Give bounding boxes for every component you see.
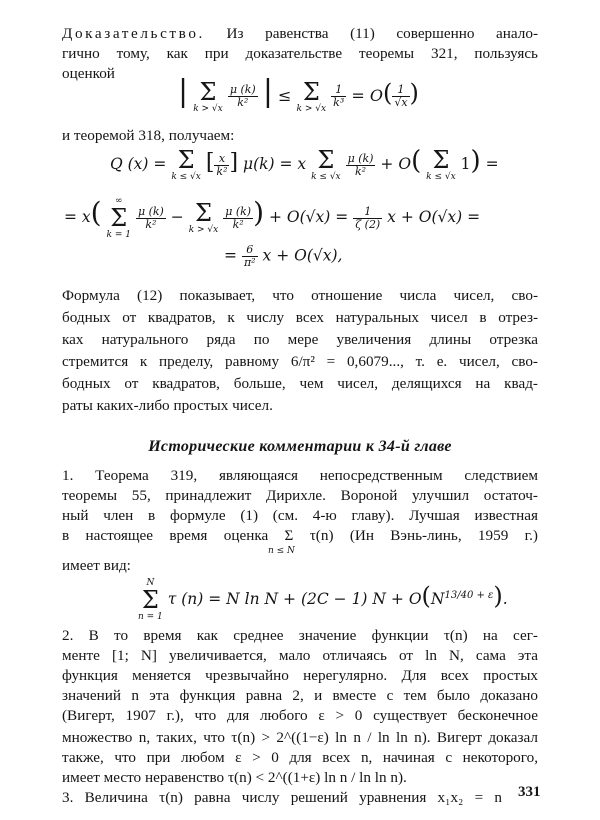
- para2-line-1: Формула (12) показывает, что отношение числа чисел, сво-: [62, 287, 538, 304]
- equation-2-row-2: = x( ∞ Σ k = 1 $\frac{\mu (k)}{\text{k²}}$ − Σ k > √x $\frac{\mu (k)}{\text{k²}}$ ) + O(√x) = $\frac{1}{\zeta (2)}$ x + O(√x) =: [64, 196, 481, 240]
- proof-line-3: оценкой: [62, 65, 115, 82]
- para4-line-3: функция меняется чрезвычайно нерегулярно. Для всех простых: [62, 667, 538, 684]
- para4-line-1: 2. В то время как среднее значение функции τ(n) на сег-: [62, 627, 538, 644]
- para3-line-3: ный член в формуле (1) (см. 4-ю главу). Лучшая известная: [62, 507, 538, 524]
- para2-line-3: ках натурального ряда по мере увеличения длины отрезка: [62, 331, 538, 348]
- para4-line-9: 3. Величина τ(n) равна числу решений уравнения x₁x₂ = n: [62, 789, 502, 806]
- para4-line-2: менте [1; N] увеличивается, мало отличаясь от ln N, сама эта: [62, 647, 538, 664]
- para3-line-1: 1. Теорема 319, являющаяся непосредственным следствием: [62, 467, 538, 484]
- para2-line-2: бодных от квадратов, к числу всех натуральных чисел в отрез-: [62, 309, 538, 326]
- page-number: 331: [518, 784, 541, 800]
- equation-1: | Σ k > √x $\frac{\mu (k)}{\text{k²}}$ | ≤ Σ k > √x $\frac{1}{\text{k³}}$ = O( $\frac{1}{√x}$ ): [178, 74, 419, 114]
- para4-line-4: значений n эта функция равна 2, и вместе с тем было доказано: [62, 687, 538, 704]
- equation-3: N Σ n = 1 τ (n) = N ln N + (2C − 1) $N + O(N^{13/40 + \varepsilon})$.: [138, 578, 508, 622]
- equation-2-row-1: Q (x) = Σ k ≤ √x [ $\frac{x}{\text{k²}}$ ] μ(k) = x Σ k ≤ √x $\frac{\mu (k)}{\text{k²}}$ + O( Σ k ≤ √x 1) =: [110, 146, 499, 182]
- section-heading: Исторические комментарии к 34-й главе: [148, 438, 452, 455]
- proof-line-2: гично тому, как при доказательстве теоремы 321, пользуясь: [62, 45, 538, 62]
- para4-line-6: множество n, таких, что τ(n) > 2^((1−ε) ln n / ln ln n). Вигерт доказал: [62, 729, 538, 746]
- proof-lead-word: Доказательство.: [62, 25, 205, 42]
- para3-line-4: в настоящее время оценка Σ τ(n) (Ин Вэнь-линь, 1959 г.): [62, 527, 538, 544]
- para3-line-2: теоремы 55, принадлежит Дирихле. Вороной улучшил остаточ-: [62, 487, 538, 504]
- para2-line-4: стремится к пределу, равному 6/π² = 0,6079..., т. е. чисел, сво-: [62, 353, 538, 370]
- line-after-eq1: и теоремой 318, получаем:: [62, 127, 235, 144]
- para4-line-5: (Вигерт, 1907 г.), что для любого ε > 0 существует бесконечное: [62, 707, 538, 724]
- para2-line-6: раты каких-либо простых чисел.: [62, 397, 273, 414]
- para4-line-7: также, что при любом ε > 0 для всех n, начиная с некоторого,: [62, 749, 538, 766]
- proof-line-1: Доказательство. Из равенства (11) совершенно анало-: [62, 25, 539, 42]
- para2-line-5: бодных от квадратов, больше, чем чисел, делящихся на квад-: [62, 375, 538, 392]
- para4-line-8: имеет место неравенство τ(n) < 2^((1+ε) ln n / ln ln n).: [62, 769, 407, 786]
- para3-sum-limit: n ≤ N: [268, 546, 295, 556]
- para3-line-5: имеет вид:: [62, 557, 131, 574]
- equation-2-row-3: = $\frac{6}{\text{π²}}$ x + O(√x),: [224, 243, 343, 269]
